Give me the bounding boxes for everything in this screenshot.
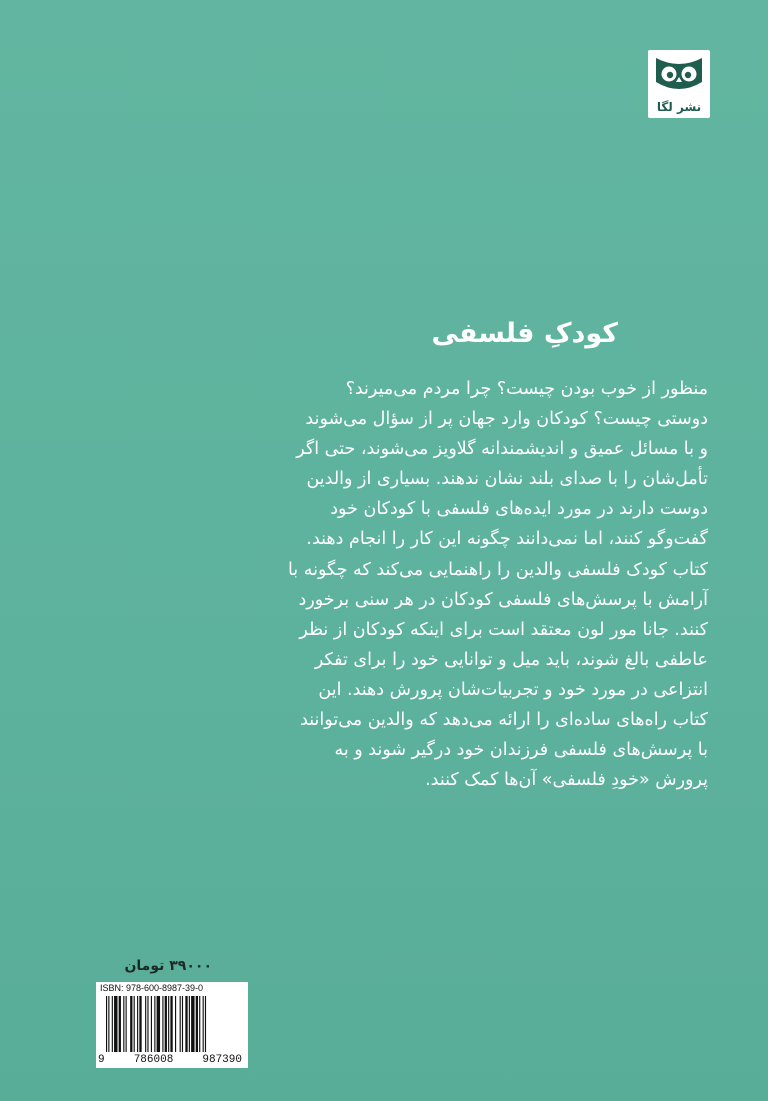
owl-icon: [654, 56, 704, 92]
barcode-bar: [106, 996, 107, 1052]
barcode-digit-group: 987390: [202, 1054, 242, 1066]
isbn-barcode: [96, 982, 248, 1068]
barcode-bar: [168, 996, 169, 1052]
publisher-name: نشر لگا: [656, 100, 702, 114]
description-line: و با مسائل عمیق و اندیشمندانه گلاویز می‌شوند، حتی اگر: [296, 439, 708, 460]
barcode-bar: [130, 996, 132, 1052]
barcode-bar: [203, 996, 204, 1052]
barcode-digit-group: 786008: [133, 1054, 174, 1066]
barcode-bar: [126, 996, 127, 1052]
book-description: [260, 374, 708, 795]
barcode-digits: [96, 1054, 248, 1066]
book-title: کودکِ فلسفی: [431, 318, 618, 349]
barcode-bar: [154, 996, 155, 1052]
description-line: منظور از خوب بودن چیست؟ چرا مردم می‌میرند؟: [345, 379, 708, 399]
description-line: انتزاعی در مورد خود و تجربیات‌شان پرورش دهند. این: [318, 679, 708, 700]
barcode-bar: [112, 996, 113, 1052]
barcode-bar: [182, 996, 183, 1052]
barcode-bar: [151, 996, 152, 1052]
description-line: آرامش با پرسش‌های فلسفی کودکان در هر سنی برخورد: [298, 589, 708, 610]
barcode-bar: [123, 996, 124, 1052]
barcode-bar: [189, 996, 190, 1052]
barcode-bar: [147, 996, 148, 1052]
description-line: کنند. جانا مور لون معتقد است برای اینکه کودکان از نظر: [299, 619, 708, 640]
isbn-text: ISBN: 978-600-8987-39-0: [100, 983, 204, 993]
barcode-bar: [119, 996, 121, 1052]
description-line: دوستی چیست؟ کودکان وارد جهان پر از سؤال می‌شوند: [305, 409, 708, 430]
price-label: ۳۹۰۰۰ تومان: [124, 958, 212, 974]
barcode-bar: [196, 996, 198, 1052]
barcode-bar: [205, 996, 206, 1052]
publisher-logo: [648, 50, 710, 118]
description-line: با پرسش‌های فلسفی فرزندان خود درگیر شوند و به: [334, 740, 708, 761]
barcode-bar: [145, 996, 146, 1052]
description-line: کتاب کودک فلسفی والدین را راهنمایی می‌کند که چگونه با: [287, 559, 708, 580]
description-line: گفت‌وگو کنند، اما نمی‌دانند چگونه این کار را انجام دهند.: [306, 529, 708, 550]
barcode-bars: [106, 996, 244, 1052]
barcode-bar: [185, 996, 187, 1052]
barcode-bar: [170, 996, 172, 1052]
barcode-bar: [134, 996, 135, 1052]
barcode-bar: [139, 996, 141, 1052]
barcode-bar: [157, 996, 160, 1052]
barcode-bar: [191, 996, 194, 1052]
barcode-bar: [108, 996, 109, 1052]
description-line: پرورش «خودِ فلسفی» آن‌ها کمک کنند.: [425, 770, 708, 791]
description-line: عاطفی بالغ شوند، باید میل و توانایی خود را برای تفکر: [314, 649, 708, 670]
barcode-bar: [114, 996, 117, 1052]
barcode-bar: [162, 996, 163, 1052]
description-line: کتاب راه‌های ساده‌ای را ارائه می‌دهد که والدین می‌توانند: [300, 710, 708, 731]
barcode-bar: [165, 996, 167, 1052]
barcode-bar: [180, 996, 181, 1052]
barcode-bar: [199, 996, 200, 1052]
barcode-bar: [137, 996, 138, 1052]
barcode-bar: [175, 996, 176, 1052]
description-line: تأمل‌شان را با صدای بلند نشان ندهند. بسیاری از والدین: [306, 469, 708, 490]
description-line: دوست دارند در مورد ایده‌های فلسفی با کودکان خود: [330, 499, 708, 520]
barcode-digit-group: 9: [98, 1054, 105, 1066]
